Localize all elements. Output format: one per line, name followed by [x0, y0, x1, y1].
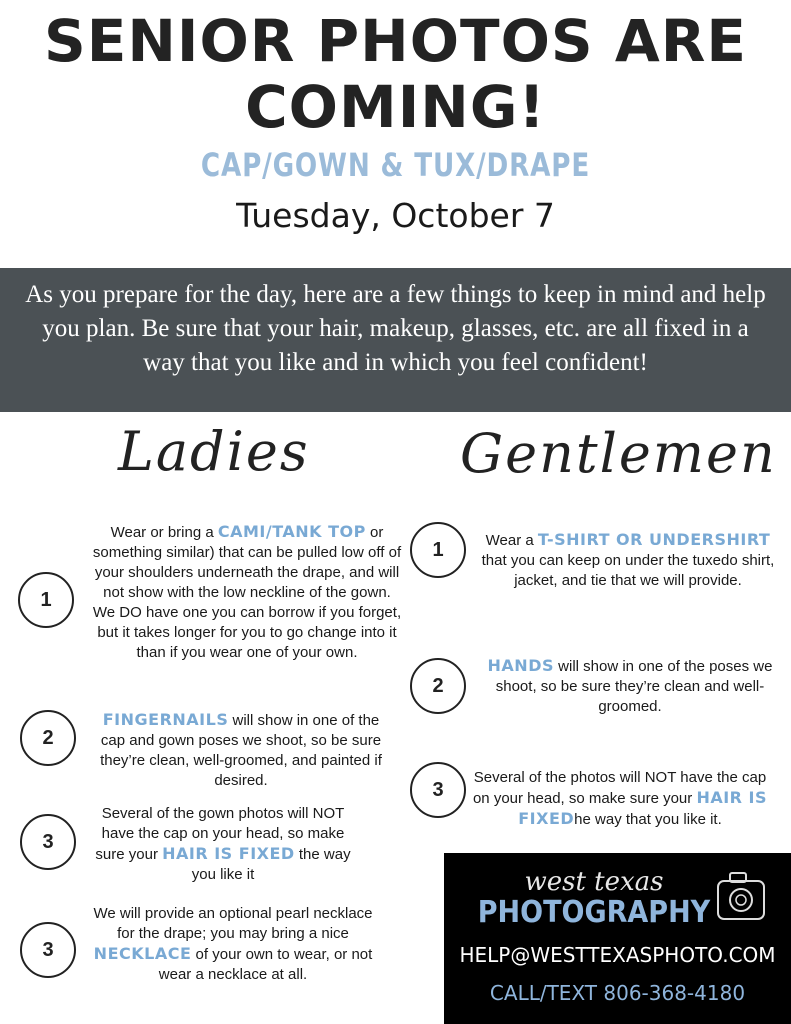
ladies-item-2-number: 2: [20, 710, 76, 766]
intro-banner: [0, 268, 791, 412]
ladies-item-1: [92, 522, 402, 663]
contact-email[interactable]: HELP@WESTTEXASPHOTO.COM: [459, 943, 776, 967]
gentlemen-item-1-text-before: Wear a: [485, 532, 538, 549]
ladies-item-1-text-before: Wear or bring a: [110, 524, 218, 541]
ladies-item-3-highlight: HAIR IS FIXED: [162, 844, 295, 863]
ladies-item-3: [88, 804, 358, 885]
ladies-item-4-text-after: of your own to wear, or not wear a necklace at all.: [158, 946, 373, 983]
gentlemen-item-3-text-after: he way that you like it.: [574, 811, 722, 828]
ladies-item-1-number: 1: [18, 572, 74, 628]
brand-name: PHOTOGRAPHY: [477, 895, 711, 930]
ladies-item-3-number: 3: [20, 814, 76, 870]
ladies-item-2-highlight: FINGERNAILS: [102, 710, 229, 729]
ladies-item-4-text-before: We will provide an optional pearl necklace for the drape; you may bring a nice: [93, 905, 373, 942]
ladies-item-4-number: 3: [20, 922, 76, 978]
contact-phone[interactable]: CALL/TEXT 806-368-4180: [489, 981, 746, 1005]
page-subtitle: CAP/GOWN & TUX/DRAPE: [200, 146, 591, 184]
title-line-2: COMING!: [245, 73, 546, 141]
ladies-item-4-highlight: NECKLACE: [93, 944, 192, 963]
gentlemen-item-2-text-after: will show in one of the poses we shoot, so be sure they’re clean and well-groomed.: [495, 658, 773, 715]
ladies-item-1-text-after: or something similar) that can be pulled low off of your shoulders underneath the drape, and will not show with the low neckline of the gown. We DO have one you can borrow if you forget, but it takes longer for you to go change into it than if you wear one of your own.: [92, 524, 402, 661]
gentlemen-item-2-highlight: HANDS: [487, 656, 554, 675]
gentlemen-item-2: [480, 656, 780, 717]
gentlemen-item-3-number: 3: [410, 762, 466, 818]
gentlemen-item-1-highlight: T-SHIRT OR UNDERSHIRT: [537, 530, 771, 549]
gentlemen-item-1-text-after: that you can keep on under the tuxedo shirt, jacket, and tie that we will provide.: [481, 552, 775, 589]
gentlemen-item-3-text-before: Several of the photos will NOT have the cap on your head, so make sure your: [472, 769, 767, 807]
brand-script-text: west texas: [524, 867, 664, 897]
camera-icon: [712, 863, 772, 929]
event-date: Tuesday, October 7: [236, 196, 555, 235]
page-title: [0, 8, 791, 140]
intro-text: As you prepare for the day, here are a few things to keep in mind and help you plan. Be sure that your hair, makeup, glasses, etc. are all fixed in a way that you like and in which you feel confident!: [25, 281, 766, 376]
gentlemen-heading: Gentlemen: [460, 422, 777, 485]
gentlemen-item-3-highlight: HAIR IS FIXED: [518, 788, 768, 828]
title-line-1: SENIOR PHOTOS ARE: [43, 7, 748, 75]
gentlemen-item-1: [478, 530, 778, 591]
ladies-item-1-highlight: CAMI/TANK TOP: [217, 522, 366, 541]
ladies-item-2-text-after: will show in one of the cap and gown poses we shoot, so be sure they’re clean, well-groomed, and painted if desired.: [100, 712, 382, 789]
gentlemen-item-1-number: 1: [410, 522, 466, 578]
ladies-item-2: [96, 710, 386, 791]
ladies-heading: Ladies: [118, 420, 310, 483]
brand-contact-panel: [444, 853, 791, 1024]
ladies-item-4: [88, 904, 378, 985]
ladies-item-3-text-after: the way you like it: [191, 846, 351, 883]
gentlemen-item-2-number: 2: [410, 658, 466, 714]
ladies-item-3-text-before: Several of the gown photos will NOT have the cap on your head, so make sure your: [95, 805, 345, 863]
gentlemen-item-3: [470, 768, 770, 830]
